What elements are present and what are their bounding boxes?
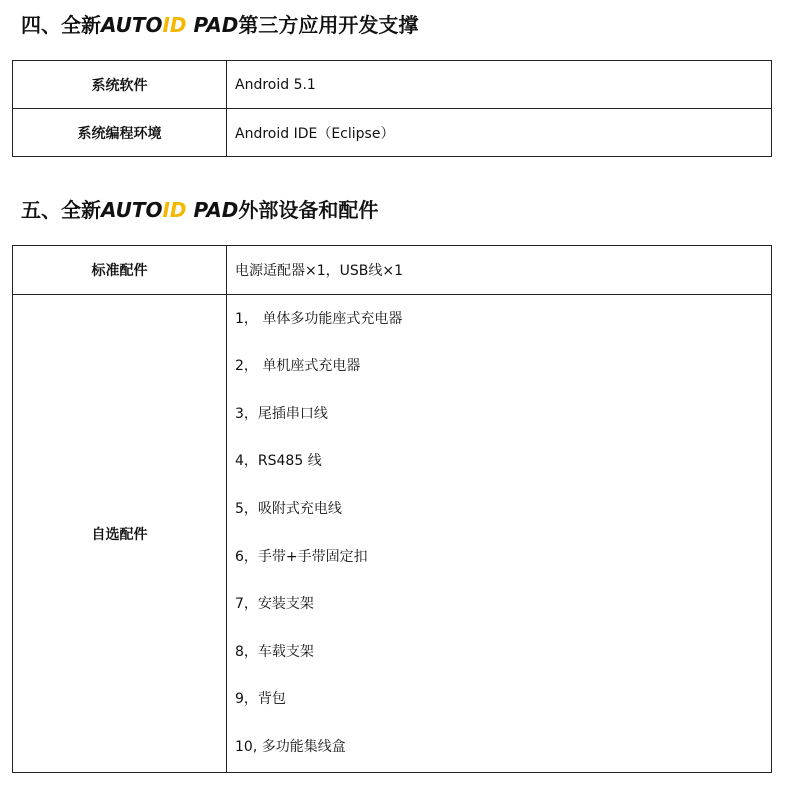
- row-value-system-software: Android 5.1: [227, 61, 772, 109]
- section4-heading-suffix: 第三方应用开发支撑: [238, 13, 419, 37]
- brand-id: ID: [162, 198, 187, 222]
- table-row: [13, 246, 772, 295]
- section4-heading-prefix: 四、全新: [21, 13, 101, 37]
- row-label-optional-accessories: 自选配件: [13, 295, 227, 773]
- row-label-system-software: 系统软件: [13, 61, 227, 109]
- list-item: 8，车载支架: [235, 643, 314, 660]
- table-row: [13, 61, 772, 109]
- list-item: 7，安装支架: [235, 596, 314, 613]
- brand-pad: PAD: [186, 13, 239, 37]
- section5-heading-prefix: 五、全新: [21, 198, 101, 222]
- section5-heading-suffix: 外部设备和配件: [238, 198, 379, 222]
- list-item: 1， 单体多功能座式充电器: [235, 310, 403, 327]
- list-item: 4，RS485 线: [235, 453, 322, 470]
- list-item: 5，吸附式充电线: [235, 500, 342, 517]
- table-row: [13, 109, 772, 157]
- list-item: 9，背包: [235, 691, 286, 708]
- row-value-standard-accessories: 电源适配器×1，USB线×1: [227, 246, 772, 295]
- dev-support-table: [12, 60, 772, 157]
- table-row: [13, 295, 772, 773]
- brand-id: ID: [162, 13, 187, 37]
- list-item: 6，手带+手带固定扣: [235, 548, 368, 565]
- row-value-dev-environment: Android IDE（Eclipse）: [227, 109, 772, 157]
- brand-auto: AUTO: [101, 13, 163, 37]
- optional-accessories-list: [235, 296, 771, 772]
- list-item: 2， 单机座式充电器: [235, 358, 361, 375]
- brand-auto: AUTO: [101, 198, 163, 222]
- row-label-standard-accessories: 标准配件: [13, 246, 227, 295]
- brand-pad: PAD: [186, 198, 239, 222]
- list-item: 3，尾插串口线: [235, 405, 328, 422]
- section5-heading: [21, 195, 378, 225]
- list-item: 10, 多功能集线盒: [235, 738, 346, 755]
- row-label-dev-environment: 系统编程环境: [13, 109, 227, 157]
- optional-accessories-cell: [227, 295, 772, 773]
- accessories-table: [12, 245, 772, 773]
- section4-heading: [21, 10, 418, 40]
